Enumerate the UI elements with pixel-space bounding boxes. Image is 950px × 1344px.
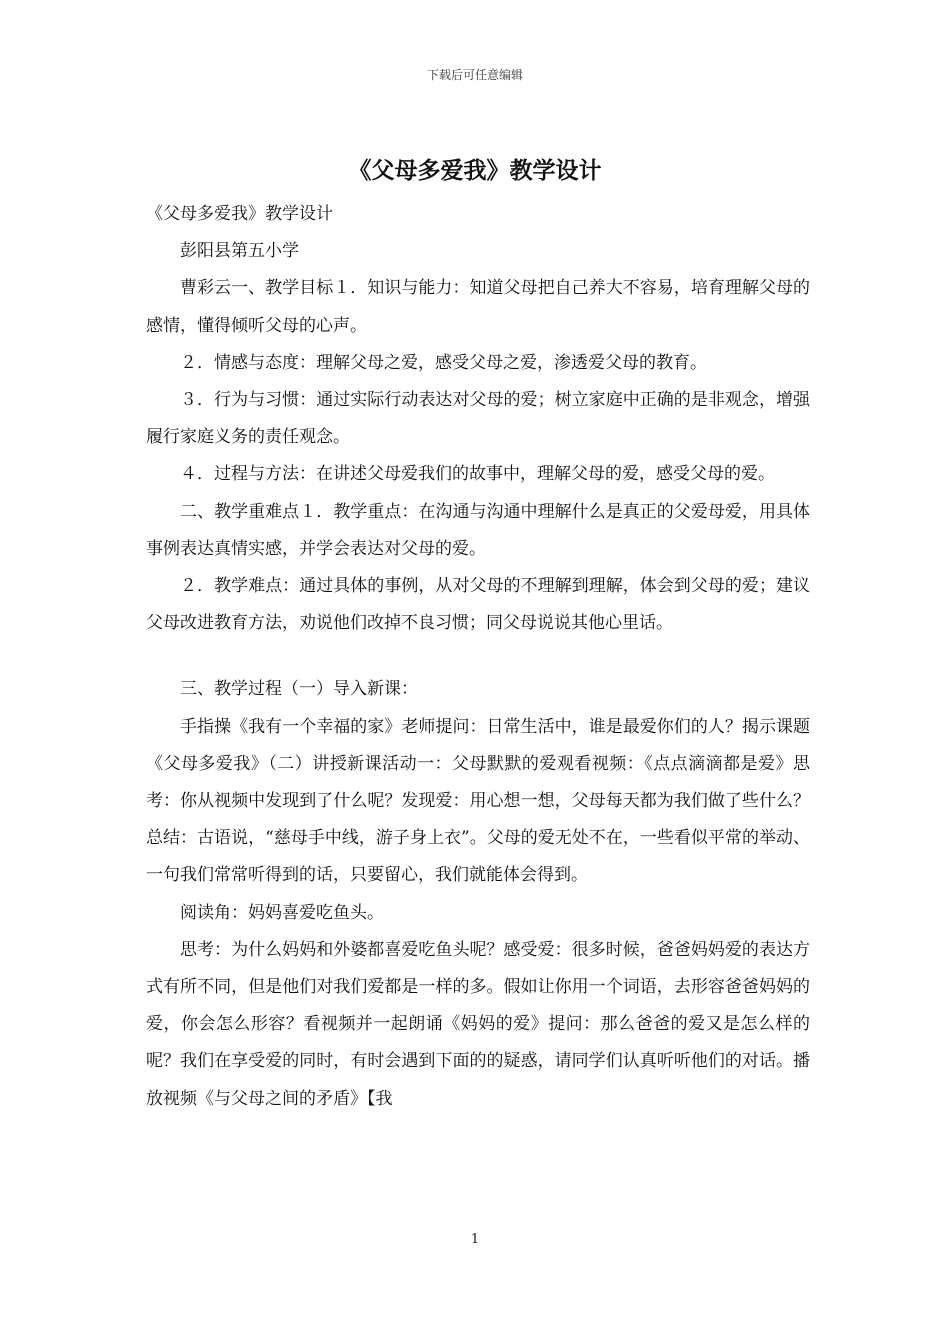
paragraph-difficult-points: ２．教学难点：通过具体的事例，从对父母的不理解到理解，体会到父母的爱；建议父母改进教育方法，劝说他们改掉不良习惯；同父母说说其他心里话。 <box>146 576 810 634</box>
body-subtitle: 《父母多爱我》教学设计 <box>146 204 333 224</box>
document-body <box>146 196 810 1118</box>
page-number: 1 <box>470 1232 480 1247</box>
paragraph-process-intro: 手指操《我有一个幸福的家》老师提问：日常生活中，谁是最爱你们的人？揭示课题《父母多爱我》（二）讲授新课活动一：父母默默的爱观看视频：《点点滴滴都是爱》思考：你从视频中发现到了什么呢？发现爱：用心想一想，父母每天都为我们做了些什么？总结：古语说，“慈母手中线，游子身上衣”。父母的爱无处不在，一些看似平常的举动、一句我们常常听得到的话，只要留心，我们就能体会得到。 <box>146 716 810 886</box>
paragraph-objectives-behavior: ３．行为与习惯：通过实际行动表达对父母的爱；树立家庭中正确的是非观念，增强履行家庭义务的责任观念。 <box>146 390 810 448</box>
paragraph-thinking: 思考：为什么妈妈和外婆都喜爱吃鱼头呢？感受爱：很多时候，爸爸妈妈爱的表达方式有所不同，但是他们对我们爱都是一样的多。假如让你用一个词语，去形容爸爸妈妈的爱，你会怎么形容？看视频并一起朗诵《妈妈的爱》提问：那么爸爸的爱又是怎么样的呢？我们在享受爱的同时，有时会遇到下面的的疑惑，请同学们认真听听他们的对话。播放视频《与父母之间的矛盾》【我 <box>146 939 810 1109</box>
document-title: 《父母多爱我》教学设计 <box>348 157 602 184</box>
paragraph-reading-corner: 阅读角：妈妈喜爱吃鱼头。 <box>180 902 384 923</box>
header-note: 下载后可任意编辑 <box>426 68 523 82</box>
paragraph-process-heading: 三、教学过程（一）导入新课： <box>180 679 418 700</box>
paragraph-key-points: 二、教学重难点１．教学重点：在沟通与沟通中理解什么是真正的父爱母爱，用具体事例表达真情实感，并学会表达对父母的爱。 <box>146 501 810 559</box>
paragraph-objectives-knowledge: 曹彩云一、教学目标１．知识与能力：知道父母把自己养大不容易，培育理解父母的感情，懂得倾听父母的心声。 <box>146 278 810 336</box>
school-name: 彭阳县第五小学 <box>180 241 299 262</box>
paragraph-objectives-emotion: ２．情感与态度：理解父母之爱，感受父母之爱，渗透爱父母的教育。 <box>180 352 707 373</box>
paragraph-objectives-process: ４．过程与方法：在讲述父母爱我们的故事中，理解父母的爱，感受父母的爱。 <box>180 464 775 485</box>
